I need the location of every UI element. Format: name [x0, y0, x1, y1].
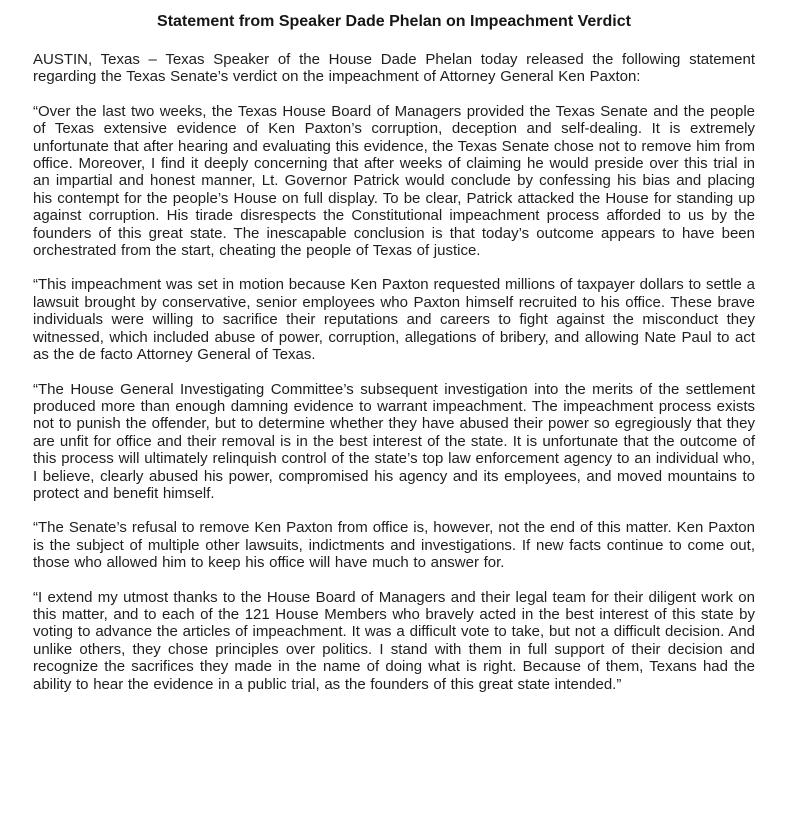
document-title: Statement from Speaker Dade Phelan on Impeachment Verdict — [157, 13, 631, 30]
paragraph-statement-5: “I extend my utmost thanks to the House Board of Managers and their legal team for their diligent work on this matter, and to each of the 121 House Members who bravely acted in the best interest of this state by voting to advance the articles of impeachment. It was a difficult vote to take, but not a difficult decision. And unlike others, they chose principles over politics. I stand with them in full support of their decision and recognize the sacrifices they made in the name of doing what is right. Because of them, Texans had the ability to hear the evidence in a public trial, as the founders of this great state intended.” — [33, 588, 755, 693]
paragraph-statement-3: “The House General Investigating Committee’s subsequent investigation into the merits of the settlement produced more than enough damning evidence to warrant impeachment. The impeachment process exists not to punish the offender, but to determine whether they have abused their power so egregiously that they are unfit for office and their removal is in the best interest of the state. It is unfortunate that the outcome of this process will ultimately relinquish control of the state’s top law enforcement agency to an individual who, I believe, clearly abused his power, compromised his agency and its employees, and moved mountains to protect and benefit himself. — [33, 380, 755, 502]
paragraph-statement-1: “Over the last two weeks, the Texas House Board of Managers provided the Texas Senate and the people of Texas extensive evidence of Ken Paxton’s corruption, deception and self-dealing. It is extremely unfortunate that after hearing and evaluating this evidence, the Texas Senate chose not to remove him from office. Moreover, I find it deeply concerning that after weeks of claiming he would preside over this trial in an impartial and honest manner, Lt. Governor Patrick would conclude by confessing his bias and placing his contempt for the people’s House on full display. To be clear, Patrick attacked the House for standing up against corruption. His tirade disrespects the Constitutional impeachment process afforded to us by the founders of this great state. The inescapable conclusion is that today’s outcome appears to have been orchestrated from the start, cheating the people of Texas of justice. — [33, 102, 755, 260]
paragraph-statement-2: “This impeachment was set in motion because Ken Paxton requested millions of taxpayer dollars to settle a lawsuit brought by conservative, senior employees who Paxton himself recruited to his office. These brave individuals were willing to sacrifice their reputations and careers to fight against the misconduct they witnessed, which included abuse of power, corruption, allegations of bribery, and allowing Nate Paul to act as the de facto Attorney General of Texas. — [33, 276, 755, 364]
paragraph-statement-4: “The Senate’s refusal to remove Ken Paxton from office is, however, not the end of this matter. Ken Paxton is the subject of multiple other lawsuits, indictments and investigations. If new facts continue to come out, those who allowed him to keep his office will have much to answer for. — [33, 519, 755, 572]
paragraph-dateline: AUSTIN, Texas – Texas Speaker of the House Dade Phelan today released the following statement regarding the Texas Senate’s verdict on the impeachment of Attorney General Ken Paxton: — [33, 51, 755, 86]
